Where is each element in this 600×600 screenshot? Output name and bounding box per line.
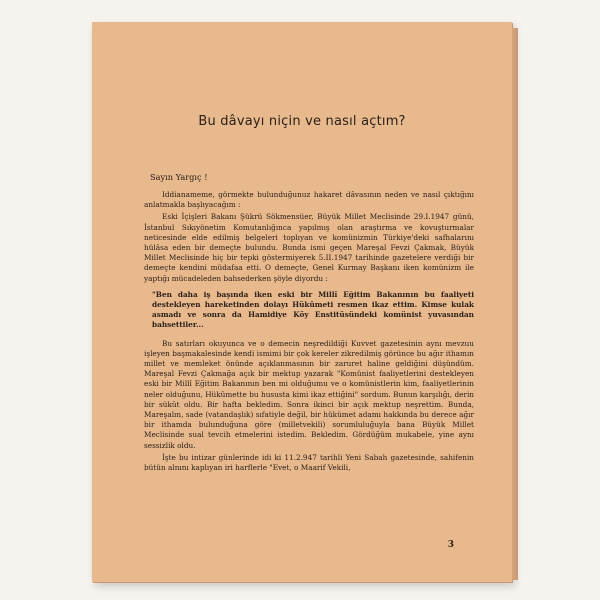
page-number: 3 bbox=[447, 540, 454, 550]
body-text bbox=[144, 190, 474, 473]
chapter-title: Bu dâvayı niçin ve nasıl açtım? bbox=[198, 114, 406, 129]
paragraph-2: Eski İçişleri Bakanı Şükrü Sökmensüer, Büyük Millet Meclisinde 29.I.1947 günü, İstanbul Sıkıyönetim Komutanlığınca yapılmış olan araştırma ve kovuşturmalar neticesinde elde edilmiş belgeleri toplıyan ve komünizmin Türkiye'deki safhalarını hülâsa eden bir demeçte bulundu. Bunda ismi geçen Mareşal Fevzi Çakmak, Büyük Millet Meclisinde hiç bir tepki göstermiyerek 5.II.1947 tarihinde gazetelere verdiği bir demeçte kendini müdafaa etti. O demeçte, Genel Kurmay Başkanı iken komünizm ile yaptığı mücadeleden bahsederken şöyle diyordu : bbox=[144, 212, 474, 283]
paragraph-1: Iddianameme, görmekte bulunduğunuz hakaret dâvasının neden ve nasıl çıktığını anlatmakla başlıyacağım : bbox=[144, 190, 474, 210]
page-edge bbox=[512, 28, 518, 580]
paragraph-4: İşte bu intizar günlerinde idi ki 11.2.947 tarihli Yeni Sabah gazetesinde, sahifenin bütün alnını kaplıyan iri harflerle "Evet, o Maarif Vekili, bbox=[144, 452, 474, 473]
quote-paragraph: "Ben daha iş başında iken eski bir Millî Eğitim Bakanının bu faaliyeti destekleyen hareketinden dolayı Hükûmeti resmen ikaz ettim. Kimse kulak asmadı ve sonra da Hamidiye Köy Enstitüsündeki komünist yuvasından bahsettiler... bbox=[152, 289, 474, 330]
paragraph-3: Bu satırları okuyunca ve o demecin neşredildiği Kuvvet gazetesinin aynı mevzuu işleyen başmakalesinde kendi ismimi bir çok kereler zikredilmiş görünce bu ağır ithamın millet ve memleket önünde açıklanmasının bir zaruret haline geldiğini düşündüm. Mareşal Fevzi Çakmağa açık bir mektup yazarak "Komünist faaliyetlerini destekleyen eski bir Millî Eğitim Bakanının ben mi olduğumu ve o komünistlerin kim, faaliyetlerinin neler olduğunu, Hükûmette bu hususta kimi ikaz ettiğini" sordum. Bunun karşılığı, derin bir sükût oldu. Bir hafta bekledim. Sonra ikinci bir açık mektup neşrettim. Bunda, Mareşalın, sade (vatandaşlık) sıfatiyle değil, bir hükümet adamı hakkında bu derece ağır bir ithamda bulunduğuna göre (milletvekili) sorumluluğuyla bana Büyük Millet Meclisinde sual tevcih etmelerini istedim. Bekledim. Gördüğüm mukabele, yine aynı sessizlik oldu. bbox=[144, 338, 474, 450]
salutation: Sayın Yargıç ! bbox=[150, 172, 208, 182]
book-page bbox=[92, 22, 512, 582]
